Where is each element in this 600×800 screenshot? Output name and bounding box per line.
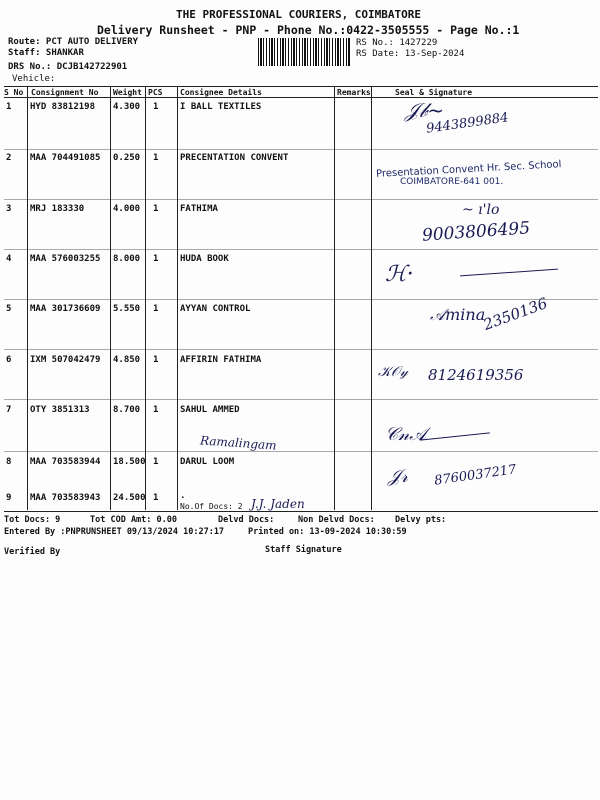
rs-number: RS No.: 1427229 [356,38,438,48]
row-consignment-no: IXM 507042479 [30,355,101,365]
col-header-remarks: Remarks [337,88,371,97]
column-divider [27,86,28,510]
row-consignment-no: MAA 576003255 [30,254,101,264]
row-weight: 5.550 [113,304,141,314]
row-divider [4,249,598,250]
runsheet-title: Delivery Runsheet - PNP - Phone No.:0422-3505555 - Page No.:1 [97,23,520,37]
row-consignee: I BALL TEXTILES [180,102,262,112]
delivered-docs: Delvd Docs: [218,515,275,525]
row-weight: 24.500 [113,493,146,503]
row-sno: 6 [6,355,12,365]
staff-signature-label: Staff Signature [265,545,342,555]
row-consignment-no: MAA 704491085 [30,153,101,163]
row-consignment-no: MAA 703583944 [30,457,101,467]
row-consignment-no: MRJ 183330 [30,204,85,214]
row-consignee: DARUL LOOM [180,457,235,467]
row-divider [4,451,598,452]
row-pcs: 1 [153,153,159,163]
signature-scribble: 𝒜mina [430,305,486,324]
row-sno: 8 [6,457,12,467]
row-consignee: AYYAN CONTROL [180,304,251,314]
handwritten-phone: 9003806495 [421,218,531,246]
vehicle-label: Vehicle: [12,74,56,84]
row-consignment-no: MAA 301736609 [30,304,101,314]
column-divider [177,86,178,510]
column-divider [334,86,335,510]
row-consignment-no: MAA 703583943 [30,493,101,503]
row-pcs: 1 [153,405,159,415]
row-consignee: FATHIMA [180,204,218,214]
drs-number: DRS No.: DCJB142722901 [8,62,128,72]
row-weight: 18.500 [113,457,146,467]
row-sno: 3 [6,204,12,214]
row-sno: 1 [6,102,12,112]
row-weight: 8.000 [113,254,141,264]
row-divider [4,299,598,300]
signature-scribble: 𝒥𝓇 [388,466,408,487]
handwritten-name: Ramalingam [199,433,278,453]
row-weight: 0.250 [113,153,141,163]
total-docs: Tot Docs: 9 [4,515,61,525]
col-header-sno: S No [4,88,24,97]
school-stamp-city: COIMBATORE-641 001. [400,177,504,187]
barcode [258,38,350,66]
table-header-border [4,97,598,98]
row-divider [4,349,598,350]
signature-scribble: 𝒞𝓃𝒜 [385,424,427,445]
column-divider [145,86,146,510]
row-divider [4,399,598,400]
row-consignee: HUDA BOOK [180,254,229,264]
row-weight: 8.700 [113,405,141,415]
row-consignment-no: OTY 3851313 [30,405,90,415]
signature-line [420,432,490,440]
row-sno: 7 [6,405,12,415]
signature-scribble: ~ ı'lo [462,202,500,218]
row-pcs: 1 [153,493,159,503]
row-pcs: 1 [153,304,159,314]
non-delivered-docs: Non Delvd Docs: [298,515,375,525]
row-pcs: 1 [153,355,159,365]
signature-scribble: ℋ· [385,262,414,287]
col-header-consignee: Consignee Details [180,88,262,97]
row-consignee: AFFIRIN FATHIMA [180,355,262,365]
row-consignee: . [180,491,186,501]
total-cod-amount: Tot COD Amt: 0.00 [90,515,177,525]
handwritten-phone: 8124619356 [428,366,524,384]
row-sno: 2 [6,153,12,163]
printed-on: Printed on: 13-09-2024 10:30:59 [248,527,407,537]
column-divider [371,86,372,510]
table-bottom-border [4,511,598,512]
handwritten-name: J.J. Jaden [251,497,305,511]
handwritten-phone: 8760037217 [433,462,518,489]
row-pcs: 1 [153,254,159,264]
row-consignee: PRECENTATION CONVENT [180,153,289,163]
row-consignee: SAHUL AMMED [180,405,240,415]
verified-by: Verified By [4,547,61,557]
col-header-seal-signature: Seal & Signature [395,88,473,97]
row-divider [4,199,598,200]
signature-scribble: 𝒥𝒷~ [405,98,445,122]
company-name: THE PROFESSIONAL COURIERS, COIMBATORE [176,8,422,21]
row-divider [4,149,598,150]
row-weight: 4.300 [113,102,141,112]
col-header-weight: Weight [113,88,142,97]
entered-by: Entered By :PNPRUNSHEET 09/13/2024 10:27:17 [4,527,225,537]
no-of-docs: No.Of Docs: 2 [180,502,243,511]
row-sno: 4 [6,254,12,264]
row-pcs: 1 [153,102,159,112]
row-weight: 4.850 [113,355,141,365]
signature-line [460,269,558,277]
row-consignment-no: HYD 83812198 [30,102,96,112]
col-header-consignment: Consignment No [31,88,99,97]
staff-label: Staff: SHANKAR [8,48,84,58]
delivery-points: Delvy pts: [395,515,447,525]
row-pcs: 1 [153,204,159,214]
route-label: Route: PCT AUTO DELIVERY [8,37,139,47]
row-sno: 5 [6,304,12,314]
row-pcs: 1 [153,457,159,467]
handwritten-number: 2350136 [480,294,550,334]
handwritten-phone: 9443899884 [425,110,510,137]
school-stamp-name: Presentation Convent Hr. Sec. School [375,159,562,180]
col-header-pcs: PCS [148,88,163,97]
table-top-border [4,86,598,87]
signature-scribble: 𝒦𝒪𝓎 [378,364,408,380]
row-weight: 4.000 [113,204,141,214]
column-divider [110,86,111,510]
rs-date: RS Date: 13-Sep-2024 [356,49,465,59]
row-sno: 9 [6,493,12,503]
